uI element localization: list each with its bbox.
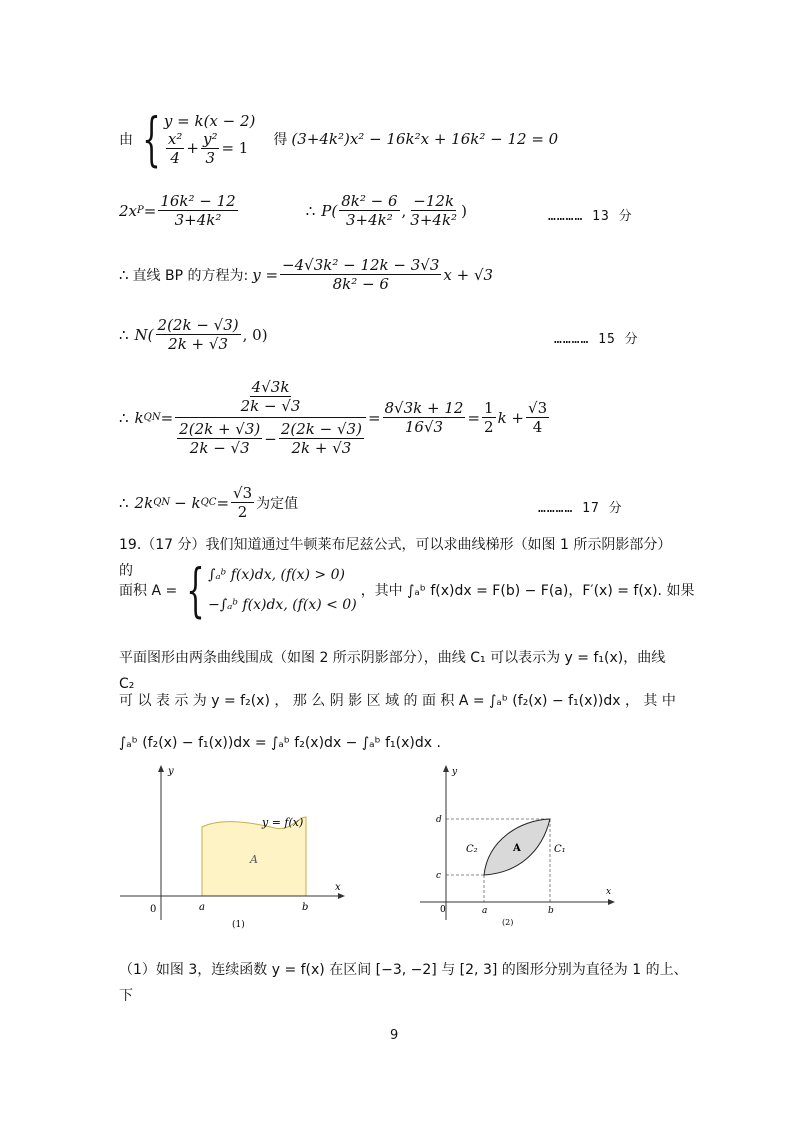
- system-eq2: $\frac{\text{x²}}{4}$ + $\frac{\text{y²}}{3}$ = 1: [167, 129, 249, 167]
- ellipse-y-frac: $\frac{\text{y²}}{3}$: [202, 129, 218, 167]
- kqn-half-frac: $\frac{1}{2}$: [484, 399, 494, 436]
- area-case2: −∫ₐᵇ f(x)dx, (f(x) < 0): [208, 597, 357, 613]
- fig2-c1: C₁: [554, 844, 566, 855]
- xp-lhs: 2x: [119, 201, 138, 220]
- therefore-symbol: ∴: [119, 493, 129, 512]
- system-result: (3+4k²)x² − 16k²x + 16k² − 12 = 0: [291, 130, 559, 148]
- fig1-b: b: [302, 902, 309, 913]
- system-equations: [164, 112, 255, 167]
- system-block: [119, 104, 558, 174]
- kqn-b2-frac: $\frac{2(2k - √3)}{2k + √3}$: [280, 420, 362, 457]
- kqn-bottom: $\frac{2(2k + √3)}{2k - √3}$ − $\frac{2(2k - √3)}{2k + √3}$: [175, 417, 366, 457]
- fig2-y-label: y: [452, 767, 458, 777]
- kqn-r-frac: $\frac{√3}{4}$: [528, 399, 548, 436]
- area-case1: ∫ₐᵇ f(x)dx, (f(x) > 0): [208, 567, 345, 583]
- system-prefix: 由: [119, 132, 133, 148]
- therefore-symbol: ∴: [119, 325, 129, 344]
- fig1-x-label: x: [335, 882, 341, 893]
- score-13: ………… 13 分: [548, 209, 633, 224]
- q19-line4: 可 以 表 示 为 y = f₂(x) ， 那 么 阴 影 区 域 的 面 积 A = ∫ₐᵇ (f₂(x) − f₁(x))dx ， 其 中: [119, 693, 676, 709]
- kqn-line: ∴ k QN = $\frac{4√3k}{2k - √3}$ $\frac{2(2k + √3)}{2k - √3}$ − $\frac{2(2k - √3)}{2k + √3}$ = $\frac{8√3k + 12}{16√3}$ = $\frac{1}{2}$ k + $\frac{√3}{4}$: [119, 378, 548, 457]
- fig2-x-label: x: [606, 887, 612, 897]
- fig1-y-label: y: [168, 766, 174, 777]
- area-label: 面积 A =: [119, 583, 178, 599]
- figure-2: [410, 760, 620, 930]
- ellipse-x-frac: $\frac{\text{x²}}{4}$: [167, 129, 183, 167]
- fig2-caption: (2): [502, 918, 514, 927]
- page-number: 9: [390, 1028, 399, 1043]
- fig1-a: a: [199, 902, 205, 913]
- xp-sub: P: [137, 205, 144, 216]
- bp-line-text: 直线 BP 的方程为:: [132, 267, 249, 284]
- fig1-origin: 0: [150, 904, 157, 915]
- q19-intro: 19.（17 分）我们知道通过牛顿莱布尼兹公式，可以求曲线梯形（如图 1 所示阴影部分）的: [119, 537, 672, 579]
- fig2-origin: 0: [440, 905, 446, 915]
- area-where: ，其中 ∫ₐᵇ f(x)dx = F(b) − F(a)，F′(x) = f(x). 如果: [360, 583, 695, 599]
- point-n-label: N(: [134, 325, 154, 344]
- bp-line: [119, 256, 493, 293]
- figure-1: [110, 760, 370, 940]
- xp-frac: $\frac{\text{16k² − 12}}{\text{3+4k²}}$: [160, 192, 236, 229]
- fig1-curve-label: y = f(x): [262, 816, 304, 829]
- therefore-symbol: ∴: [119, 408, 129, 427]
- bp-lhs: y =: [252, 265, 279, 284]
- system-eq1: y = k(x − 2): [163, 111, 256, 130]
- fig1-caption: (1): [232, 920, 245, 930]
- therefore-symbol: ∴: [119, 265, 129, 284]
- constant-frac: $\frac{√3}{2}$: [233, 484, 253, 521]
- kqn-top-frac: $\frac{4√3k}{2k - √3}$: [240, 378, 301, 415]
- kqn-b1-frac: $\frac{2(2k + √3)}{2k - √3}$: [179, 420, 261, 457]
- py-frac: $\frac{-12k}{\text{3+4k²}}$: [410, 192, 458, 229]
- xp-line: 2x P = $\frac{\text{16k² − 12}}{\text{3+4k²}}$ ∴ P( $\frac{\text{8k² − 6}}{\text{3+4k²}}$ , $\frac{-12k}{\text{3+4k²}}$ ): [119, 192, 467, 229]
- point-p-label: P(: [321, 201, 338, 220]
- constant-tail: 为定值: [256, 495, 299, 512]
- fig2-region-label: A: [513, 843, 521, 854]
- q19-line5: ∫ₐᵇ (f₂(x) − f₁(x))dx = ∫ₐᵇ f₂(x)dx − ∫ₐᵇ f₁(x)dx .: [119, 735, 441, 751]
- fig2-c2: C₂: [466, 844, 478, 855]
- fig2-c: c: [436, 871, 442, 881]
- bp-tail: x + √3: [443, 265, 494, 284]
- bp-frac: $\frac{\text{−4√3k² − 12k − 3√3}}{\text{8k² − 6}}$: [282, 256, 440, 293]
- fig2-b: b: [548, 906, 554, 916]
- n-frac: $\frac{2(2k - √3)}{2k + √3}$: [157, 316, 239, 353]
- area-cases: [208, 560, 357, 620]
- fig2-a: a: [482, 906, 488, 916]
- constant-line: ∴ 2k QN − k QC = $\frac{√3}{2}$ 为定值: [119, 484, 299, 521]
- result-prefix: 得: [273, 132, 288, 148]
- score-17: ………… 17 分: [538, 501, 623, 516]
- therefore-symbol: ∴: [305, 201, 316, 220]
- kqn-compound-frac: [175, 378, 366, 457]
- n-point-line: ∴ N( $\frac{2(2k - √3)}{2k + √3}$ , 0): [119, 316, 268, 353]
- left-brace: {: [142, 105, 161, 173]
- area-brace: {: [186, 556, 205, 624]
- part-1: （1）如图 3，连续函数 y = f(x) 在区间 [−3, −2] 与 [2, 3] 的图形分别为直径为 1 的上、下: [119, 962, 688, 1004]
- fig1-region-label: A: [250, 853, 258, 866]
- kqn-lhs: k: [134, 408, 144, 427]
- fig2-d: d: [436, 815, 442, 825]
- score-15: ………… 15 分: [554, 332, 639, 347]
- kqn-mid-frac: $\frac{8√3k + 12}{16√3}$: [384, 399, 464, 436]
- q19-line3: 平面图形由两条曲线围成（如图 2 所示阴影部分），曲线 C₁ 可以表示为 y = f₁(x)，曲线 C₂: [119, 650, 666, 692]
- px-frac: $\frac{\text{8k² − 6}}{\text{3+4k²}}$: [341, 192, 398, 229]
